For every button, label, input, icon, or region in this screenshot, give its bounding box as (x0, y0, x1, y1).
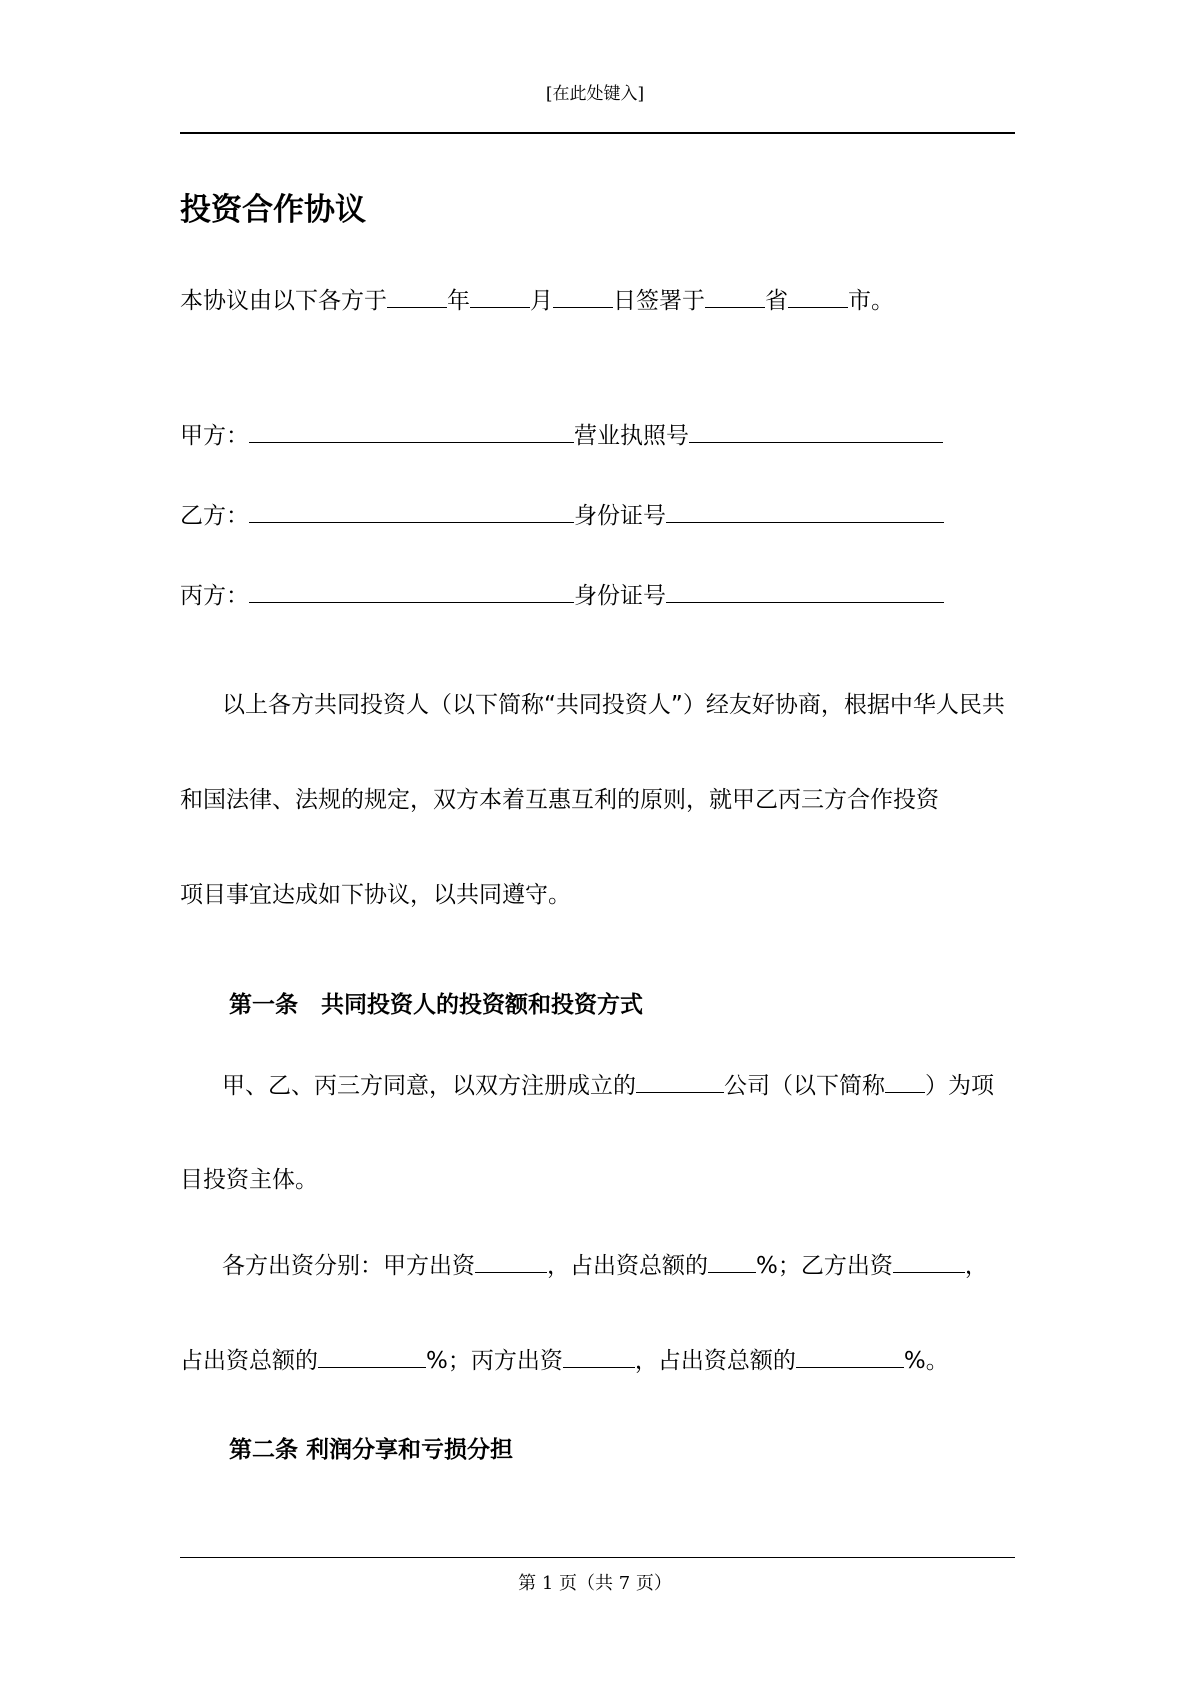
article-1-text: ）为项 (925, 1073, 994, 1099)
party-b-id-label: 身份证号 (574, 503, 666, 529)
signing-line (180, 285, 894, 316)
party-a-id-blank[interactable] (689, 420, 943, 443)
article-1-text: 公司（以下简称 (724, 1073, 885, 1099)
party-c-id-blank[interactable] (666, 580, 944, 603)
footer-divider (180, 1557, 1015, 1558)
header-divider (180, 132, 1015, 134)
year-blank[interactable] (387, 285, 447, 308)
party-c-amount-blank[interactable] (563, 1345, 635, 1368)
article-1-text: ，占出资总额的 (547, 1253, 708, 1279)
article-1-text: 各方出资分别：甲方出资 (222, 1253, 475, 1279)
document-title: 投资合作协议 (180, 192, 366, 228)
article-2-heading: 第二条 利润分享和亏损分担 (229, 1437, 514, 1463)
article-1-text: %；乙方出资 (756, 1253, 893, 1279)
party-c-id-label: 身份证号 (574, 583, 666, 609)
article-1-p1-line (222, 1070, 994, 1101)
page-number: 第 1 页（共 7 页） (518, 1573, 672, 1594)
city-label: 市。 (848, 288, 894, 314)
company-name-blank[interactable] (636, 1070, 724, 1093)
party-a-line (180, 420, 943, 451)
party-b-name-blank[interactable] (249, 500, 574, 523)
article-1-text: 占出资总额的 (180, 1348, 318, 1374)
intro-line: 和国法律、法规的规定，双方本着互惠互利的原则，就甲乙丙三方合作投资 (180, 787, 939, 813)
party-a-amount-blank[interactable] (475, 1250, 547, 1273)
day-label: 日签署于 (613, 288, 705, 314)
party-a-id-label: 营业执照号 (574, 423, 689, 449)
intro-line: 以上各方共同投资人（以下简称“共同投资人”）经友好协商，根据中华人民共 (222, 692, 1005, 718)
article-1-p2-line (180, 1345, 949, 1376)
party-c-name-blank[interactable] (249, 580, 574, 603)
article-1-text: ， (964, 1253, 988, 1279)
province-label: 省 (765, 288, 788, 314)
signing-prefix: 本协议由以下各方于 (180, 288, 387, 314)
article-1-text: %；丙方出资 (426, 1348, 563, 1374)
article-1-text: ，占出资总额的 (634, 1348, 796, 1374)
article-1-p1-line: 目投资主体。 (180, 1167, 318, 1193)
party-a-label: 甲方： (180, 423, 249, 449)
company-short-name-blank[interactable] (885, 1070, 925, 1093)
party-a-name-blank[interactable] (249, 420, 574, 443)
party-b-label: 乙方： (180, 503, 249, 529)
article-1-text: 甲、乙、丙三方同意，以双方注册成立的 (222, 1073, 636, 1099)
party-c-percent-blank[interactable] (796, 1345, 904, 1368)
article-1-heading: 第一条 共同投资人的投资额和投资方式 (229, 992, 643, 1018)
province-blank[interactable] (705, 285, 765, 308)
header-placeholder-text[interactable]: [在此处键入] (545, 84, 645, 104)
party-b-amount-blank[interactable] (893, 1250, 965, 1273)
day-blank[interactable] (553, 285, 613, 308)
month-label: 月 (530, 288, 553, 314)
month-blank[interactable] (470, 285, 530, 308)
party-b-id-blank[interactable] (666, 500, 944, 523)
party-c-label: 丙方： (180, 583, 249, 609)
city-blank[interactable] (788, 285, 848, 308)
party-a-percent-blank[interactable] (708, 1250, 756, 1273)
party-b-line (180, 500, 944, 531)
party-c-line (180, 580, 944, 611)
intro-line: 项目事宜达成如下协议，以共同遵守。 (180, 882, 571, 908)
party-b-percent-blank[interactable] (318, 1345, 426, 1368)
article-1-p2-line (222, 1250, 988, 1281)
article-1-text: %。 (903, 1348, 949, 1374)
year-label: 年 (447, 288, 470, 314)
